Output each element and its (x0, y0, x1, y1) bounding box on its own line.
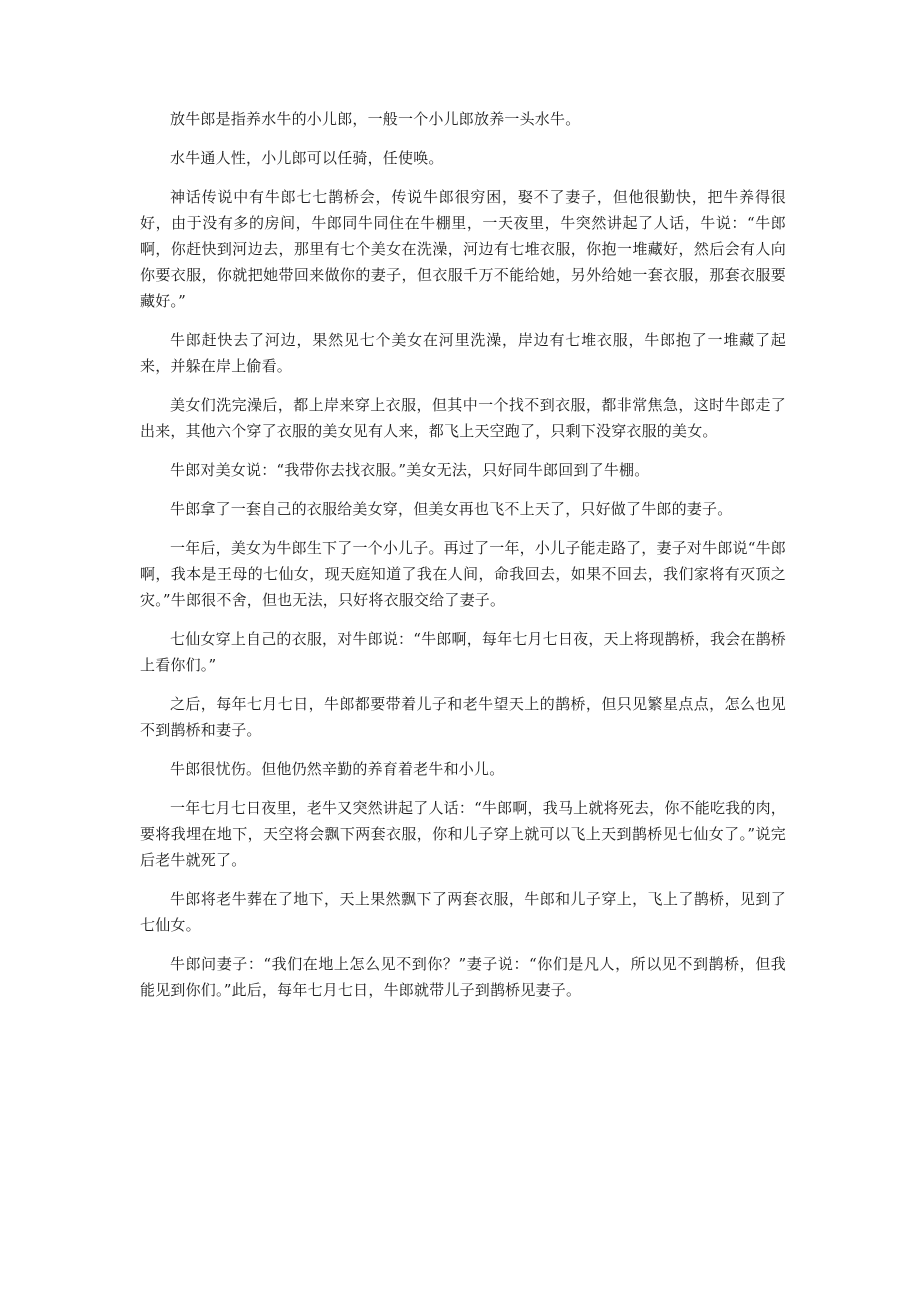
paragraph-4: 牛郎赶快去了河边，果然见七个美女在河里洗澡，岸边有七堆衣服，牛郎抱了一堆藏了起来，并躲在岸上偷看。 (140, 331, 786, 375)
paragraph-3: 神话传说中有牛郎七七鹊桥会，传说牛郎很穷困，娶不了妻子，但他很勤快，把牛养得很好，由于没有多的房间，牛郎同牛同住在牛棚里，一天夜里，牛突然讲起了人话，牛说：“牛郎啊，你赶快到河边去，那里有七个美女在洗澡，河边有七堆衣服，你抱一堆藏好，然后会有人向你要衣服，你就把她带回来做你的妻子，但衣服千万不能给她，另外给她一套衣服，那套衣服要藏好。” (140, 188, 786, 310)
paragraph-13: 牛郎将老牛葬在了地下，天上果然飘下了两套衣服，牛郎和儿子穿上，飞上了鹊桥，见到了七仙女。 (140, 890, 786, 934)
paragraph-12: 一年七月七日夜里，老牛又突然讲起了人话：“牛郎啊，我马上就将死去，你不能吃我的肉，要将我埋在地下，天空将会飘下两套衣服，你和儿子穿上就可以飞上天到鹊桥见七仙女了。”说完后老牛就死了。 (140, 799, 786, 869)
paragraph-1: 放牛郎是指养水牛的小儿郎，一般一个小儿郎放养一头水牛。 (170, 110, 581, 128)
paragraph-7: 牛郎拿了一套自己的衣服给美女穿，但美女再也飞不上天了，只好做了牛郎的妻子。 (170, 500, 733, 518)
paragraph-8: 一年后，美女为牛郎生下了一个小儿子。再过了一年，小儿子能走路了，妻子对牛郎说“牛郎啊，我本是王母的七仙女，现天庭知道了我在人间，命我回去，如果不回去，我们家将有灭顶之灾。”牛郎很不舍，但也无法，只好将衣服交给了妻子。 (140, 539, 786, 609)
paragraph-2: 水牛通人性，小儿郎可以任骑，任使唤。 (170, 149, 444, 167)
paragraph-6: 牛郎对美女说：“我带你去找衣服。”美女无法，只好同牛郎回到了牛棚。 (170, 461, 650, 479)
paragraph-9: 七仙女穿上自己的衣服，对牛郎说：“牛郎啊，每年七月七日夜，天上将现鹊桥，我会在鹊桥上看你们。” (140, 630, 786, 674)
paragraph-5: 美女们洗完澡后，都上岸来穿上衣服，但其中一个找不到衣服，都非常焦急，这时牛郎走了出来，其他六个穿了衣服的美女见有人来，都飞上天空跑了，只剩下没穿衣服的美女。 (140, 396, 786, 440)
document-page (140, 106, 786, 1016)
paragraph-14: 牛郎问妻子：“我们在地上怎么见不到你？”妻子说：“你们是凡人，所以见不到鹊桥，但我能见到你们。”此后，每年七月七日，牛郎就带儿子到鹊桥见妻子。 (140, 955, 786, 999)
paragraph-11: 牛郎很忧伤。但他仍然辛勤的养育着老牛和小儿。 (170, 760, 505, 778)
paragraph-10: 之后，每年七月七日，牛郎都要带着儿子和老牛望天上的鹊桥，但只见繁星点点，怎么也见不到鹊桥和妻子。 (140, 695, 786, 739)
